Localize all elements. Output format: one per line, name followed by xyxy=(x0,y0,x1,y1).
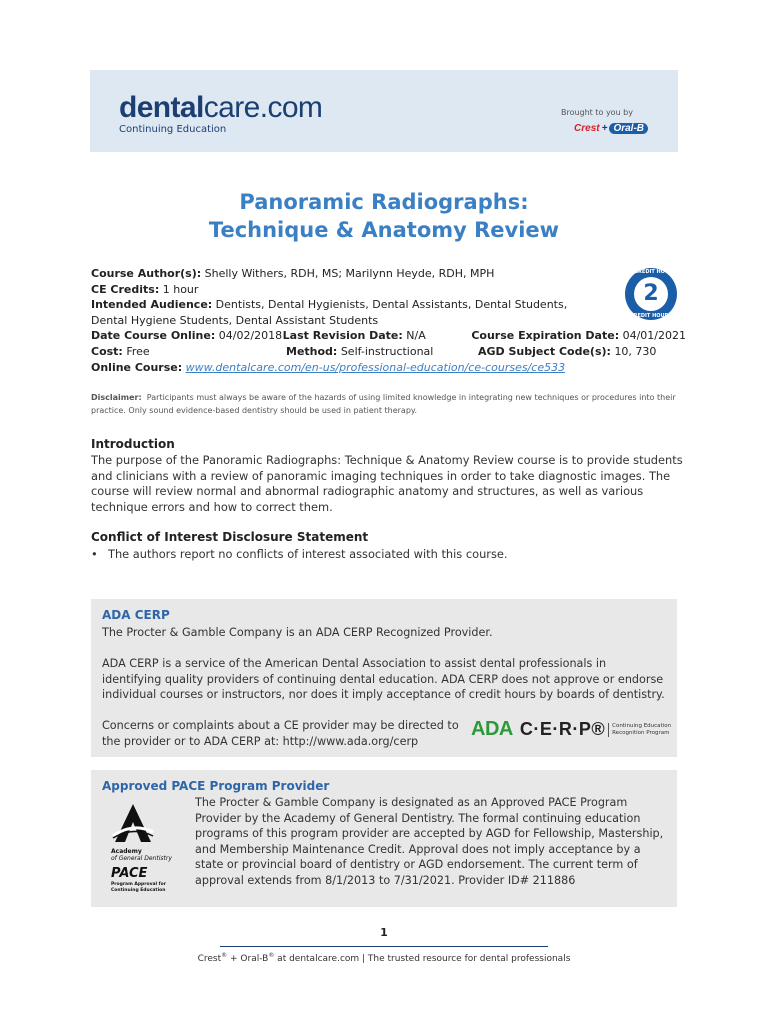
agd-triangle-icon xyxy=(111,802,155,846)
logo-subtitle: Continuing Education xyxy=(119,124,227,135)
pace-heading: Approved PACE Program Provider xyxy=(102,779,330,793)
ada-cerp-logo: ADA C·E·R·P® Continuing Education Recognition Program xyxy=(471,718,672,740)
conflict-bullet: • The authors report no conflicts of interest associated with this course. xyxy=(91,547,508,561)
footer-text: Crest® + Oral-B® at dentalcare.com | The trusted resource for dental professionals xyxy=(197,952,571,964)
pace-box xyxy=(91,770,677,907)
pace-text: The Procter & Gamble Company is designated as an Approved PACE Program Provider by the Academy of General Dentistry. The formal continuing education programs of this program provider are accepted by AGD for Fellowship, Mastership, and Membership Maintenance Credit. Approval does not imply acceptance by a state or provincial board of dentistry or AGD endorsement. The current term of approval extends from 8/1/2013 to 7/31/2021. Provider ID# 211886 xyxy=(195,796,664,887)
conflict-heading: Conflict of Interest Disclosure Statement xyxy=(91,530,369,544)
page-number: 1 xyxy=(380,926,388,939)
course-title: Panoramic Radiographs: Technique & Anatomy Review xyxy=(208,190,560,242)
disclaimer: Disclaimer: Participants must always be aware of the hazards of using limited knowledge in integrating new techniques or procedures into their practice. Only sound evidence-based dentistry should be used in patient therapy. xyxy=(91,393,676,415)
online-course-link[interactable]: www.dentalcare.com/en-us/professional-education/ce-courses/ce533 xyxy=(185,360,566,374)
footer-divider xyxy=(220,946,548,947)
ada-cerp-p3: Concerns or complaints about a CE provider may be directed to the provider or to ADA CERP at: http://www.ada.org/cerp xyxy=(102,719,459,748)
introduction-heading: Introduction xyxy=(91,437,175,451)
ada-cerp-box xyxy=(91,599,677,757)
dates-row: Date Course Online: 04/02/2018 Last Revision Date: N/A Course Expiration Date: 04/01/2021 xyxy=(91,329,686,343)
online-course-row: Online Course: www.dentalcare.com/en-us/professional-education/ce-courses/ce533 xyxy=(91,360,566,374)
authors-row: Course Author(s): Shelly Withers, RDH, MS; Marilynn Heyde, RDH, MPH xyxy=(91,267,495,280)
credits-row: CE Credits: 1 hour xyxy=(91,282,199,296)
ce-credit-badge: CE CREDIT HOURS 2 CREDIT HOURS xyxy=(625,269,677,319)
audience-row: Intended Audience: Dentists, Dental Hygienists, Dental Assistants, Dental Students, Dental Hygiene Students, Dental Assistant Students xyxy=(91,298,568,327)
sponsor-logos: Crest + Oral-B xyxy=(574,123,648,135)
ada-cerp-p2: ADA CERP is a service of the American Dental Association to assist dental professionals in identifying quality providers of continuing dental education. ADA CERP does not approve or endorse individual courses or instructors, nor does it imply acceptance of credit hours by boards of dentistry. xyxy=(102,657,665,702)
dentalcare-logo[interactable]: dentalcare.com xyxy=(119,91,323,124)
introduction-text: The purpose of the Panoramic Radiographs: Technique & Anatomy Review course is to provide students and clinicians with a review of panoramic imaging techniques in order to take diagnostic images. The course will review normal and abnormal radiographic anatomy and structures, as well as various technique errors and how to correct them. xyxy=(91,453,683,514)
header-banner xyxy=(90,70,678,152)
ada-cerp-heading: ADA CERP xyxy=(102,608,170,622)
brought-to-you-by: Brought to you by xyxy=(560,108,633,117)
crest-logo: Crest xyxy=(574,123,600,134)
ada-cerp-p1: The Procter & Gamble Company is an ADA CERP Recognized Provider. xyxy=(102,626,493,639)
oralb-logo: Oral-B xyxy=(609,123,648,134)
course-meta xyxy=(91,266,686,375)
cost-row: Cost: Free Method: Self-instructional AGD Subject Code(s): 10, 730 xyxy=(91,344,657,358)
agd-pace-logo: Academy of General Dentistry PACE Program Approval for Continuing Education xyxy=(109,802,179,896)
